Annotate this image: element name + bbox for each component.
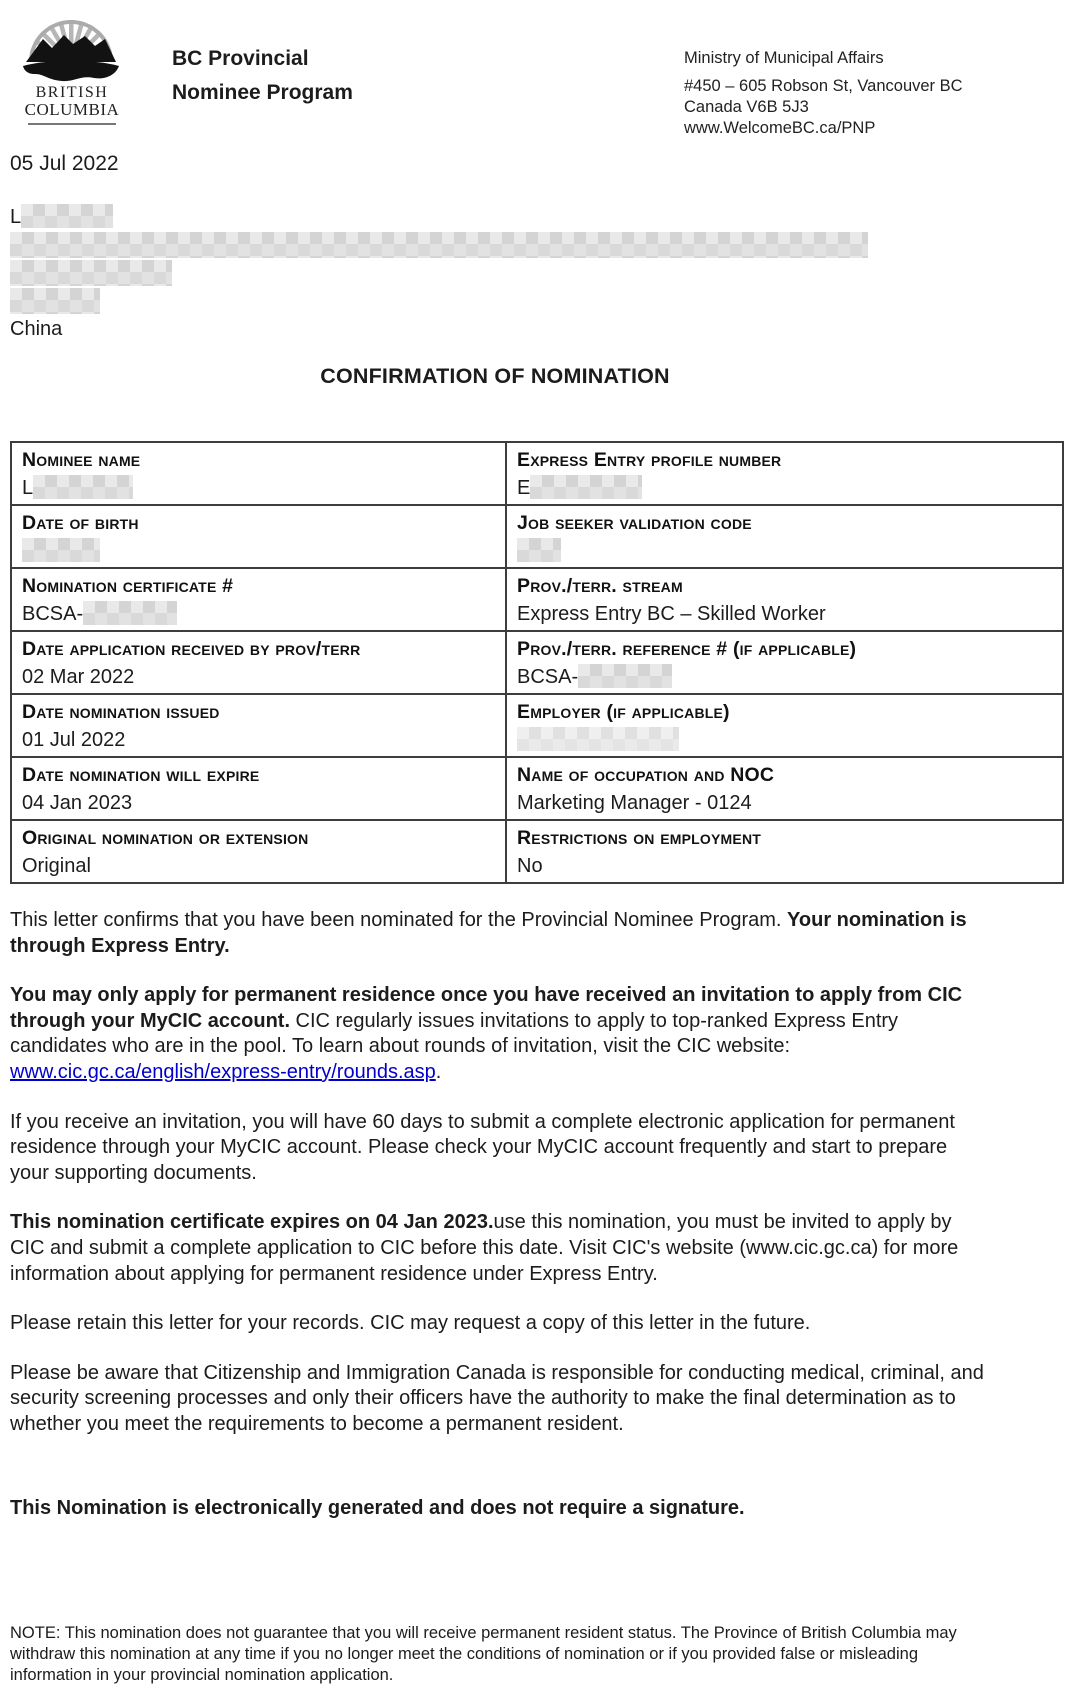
recipient-street-line [10,232,1080,260]
field-value: Express Entry BC – Skilled Worker [517,603,826,625]
recipient-city-line [10,260,1080,288]
table-row [11,694,1063,757]
recipient-address-block [10,204,1080,344]
field-date-received [11,631,506,694]
field-label: Restrictions on employment [517,827,762,849]
redacted-text [21,204,113,228]
ministry-website: www.WelcomeBC.ca/PNP [684,119,876,137]
field-value: No [517,855,543,877]
paragraph-expiry: This nomination certificate expires on 04 Jan 2023.use this nomination, you must be invited to apply by CIC and submit a complete application to CIC before this date. Visit CIC's website (www.cic.gc.ca) for more information about applying for permanent residence under Express Entry. [10,1211,959,1285]
bc-government-logo [6,10,138,125]
field-label: Name of occupation and NOC [517,764,775,786]
field-label: Express Entry profile number [517,449,782,471]
field-label: Original nomination or extension [22,827,309,849]
paragraph-electronic-signature: This Nomination is electronically generated and does not require a signature. [10,1496,745,1519]
paragraph-apply-conditions: You may only apply for permanent residence once you have received an invitation to apply from CIC through your MyCIC account. CIC regularly issues invitations to apply to top-ranked Express Entry candidates who are in the pool. To learn about rounds of invitation, visit the CIC website: www.cic.gc.ca/english/express-entry/rounds.asp. [10,984,963,1083]
recipient-name-visible: L [10,206,22,228]
field-prov-terr-reference [506,631,1063,694]
ministry-city: Canada V6B 5J3 [684,98,809,116]
field-value: BCSA- [22,600,497,628]
field-value [517,726,1054,754]
field-label: Date of birth [22,512,139,534]
field-label: Prov./terr. reference # (if applicable) [517,638,857,660]
recipient-country-line: China [10,318,63,340]
ministry-name: Ministry of Municipal Affairs [684,49,884,67]
field-employer [506,694,1063,757]
logo-word-columbia: COLUMBIA [24,100,120,120]
field-value: Marketing Manager - 0124 [517,792,752,814]
ministry-street: #450 – 605 Robson St, Vancouver BC [684,77,963,95]
field-job-seeker-code [506,505,1063,568]
field-date-of-birth [11,505,506,568]
ministry-address-block [684,48,963,139]
footer-note: NOTE: This nomination does not guarantee that you will receive permanent resident status. The Province of British Columbia may withdraw this nomination at any time if you no longer meet the conditions of nomination or if you provided false or misleading information in your provincial nomination application. [10,1624,957,1685]
field-label: Nominee name [22,449,141,471]
field-certificate-number [11,568,506,631]
field-employment-restrictions [506,820,1063,883]
table-row [11,820,1063,883]
field-value [22,537,497,565]
document-title: CONFIRMATION OF NOMINATION [320,364,670,388]
program-title-line2: Nominee Program [172,81,353,104]
field-value [517,537,1054,565]
program-title-line1: BC Provincial [172,47,309,70]
paragraph-invitation-60days: If you receive an invitation, you will have 60 days to submit a complete electronic application for permanent residence through your MyCIC account. Please check your MyCIC account frequently and start to prepare your supporting documents. [10,1110,955,1184]
field-value: E [517,474,1054,502]
field-label: Job seeker validation code [517,512,752,534]
recipient-name-line [10,204,1080,232]
redacted-text [517,538,561,562]
field-ee-profile-number [506,442,1063,505]
field-label: Prov./terr. stream [517,575,683,597]
redacted-text [578,664,672,688]
field-label: Nomination certificate # [22,575,234,597]
field-date-expire [11,757,506,820]
field-value: 02 Mar 2022 [22,666,135,688]
nomination-details-table [10,441,1064,884]
bc-sunburst-mountains-icon [12,10,132,84]
logo-underline [28,123,116,125]
field-date-issued [11,694,506,757]
field-label: Date application received by prov/terr [22,638,361,660]
redacted-text [83,601,177,625]
paragraph-screening: Please be aware that Citizenship and Immigration Canada is responsible for conducting medical, criminal, and security screening processes and only their officers have the authority to make the final determination as to whether you meet the requirements to become a permanent resident. [10,1361,984,1435]
program-title [172,42,353,110]
redacted-text [517,727,679,751]
paragraph-retain-letter: Please retain this letter for your records. CIC may request a copy of this letter in the future. [10,1312,811,1335]
redacted-text [33,475,133,499]
recipient-postal-line [10,288,1080,316]
cic-rounds-link[interactable]: www.cic.gc.ca/english/express-entry/rounds.asp [10,1060,436,1083]
field-value: 04 Jan 2023 [22,792,133,814]
field-occupation-noc [506,757,1063,820]
redacted-text [10,260,172,286]
redacted-text [530,475,642,499]
redacted-text [22,538,100,562]
table-row [11,757,1063,820]
field-value: 01 Jul 2022 [22,729,126,751]
field-label: Employer (if applicable) [517,701,730,723]
field-original-or-extension [11,820,506,883]
table-row [11,505,1063,568]
field-prov-terr-stream [506,568,1063,631]
redacted-text [10,288,100,314]
paragraph-confirmation: This letter confirms that you have been nominated for the Provincial Nominee Program. Your nomination is through Express Entry. [10,909,967,957]
logo-word-british: BRITISH [35,84,109,101]
table-row [11,631,1063,694]
field-value: L [22,474,497,502]
table-row [11,442,1063,505]
field-nominee-name [11,442,506,505]
redacted-text [10,232,868,258]
letterhead [0,8,1080,136]
table-row [11,568,1063,631]
field-label: Date nomination will expire [22,764,260,786]
letter-date: 05 Jul 2022 [10,152,119,175]
field-label: Date nomination issued [22,701,220,723]
field-value: Original [22,855,91,877]
field-value: BCSA- [517,663,1054,691]
logo-wordmark [6,84,138,120]
